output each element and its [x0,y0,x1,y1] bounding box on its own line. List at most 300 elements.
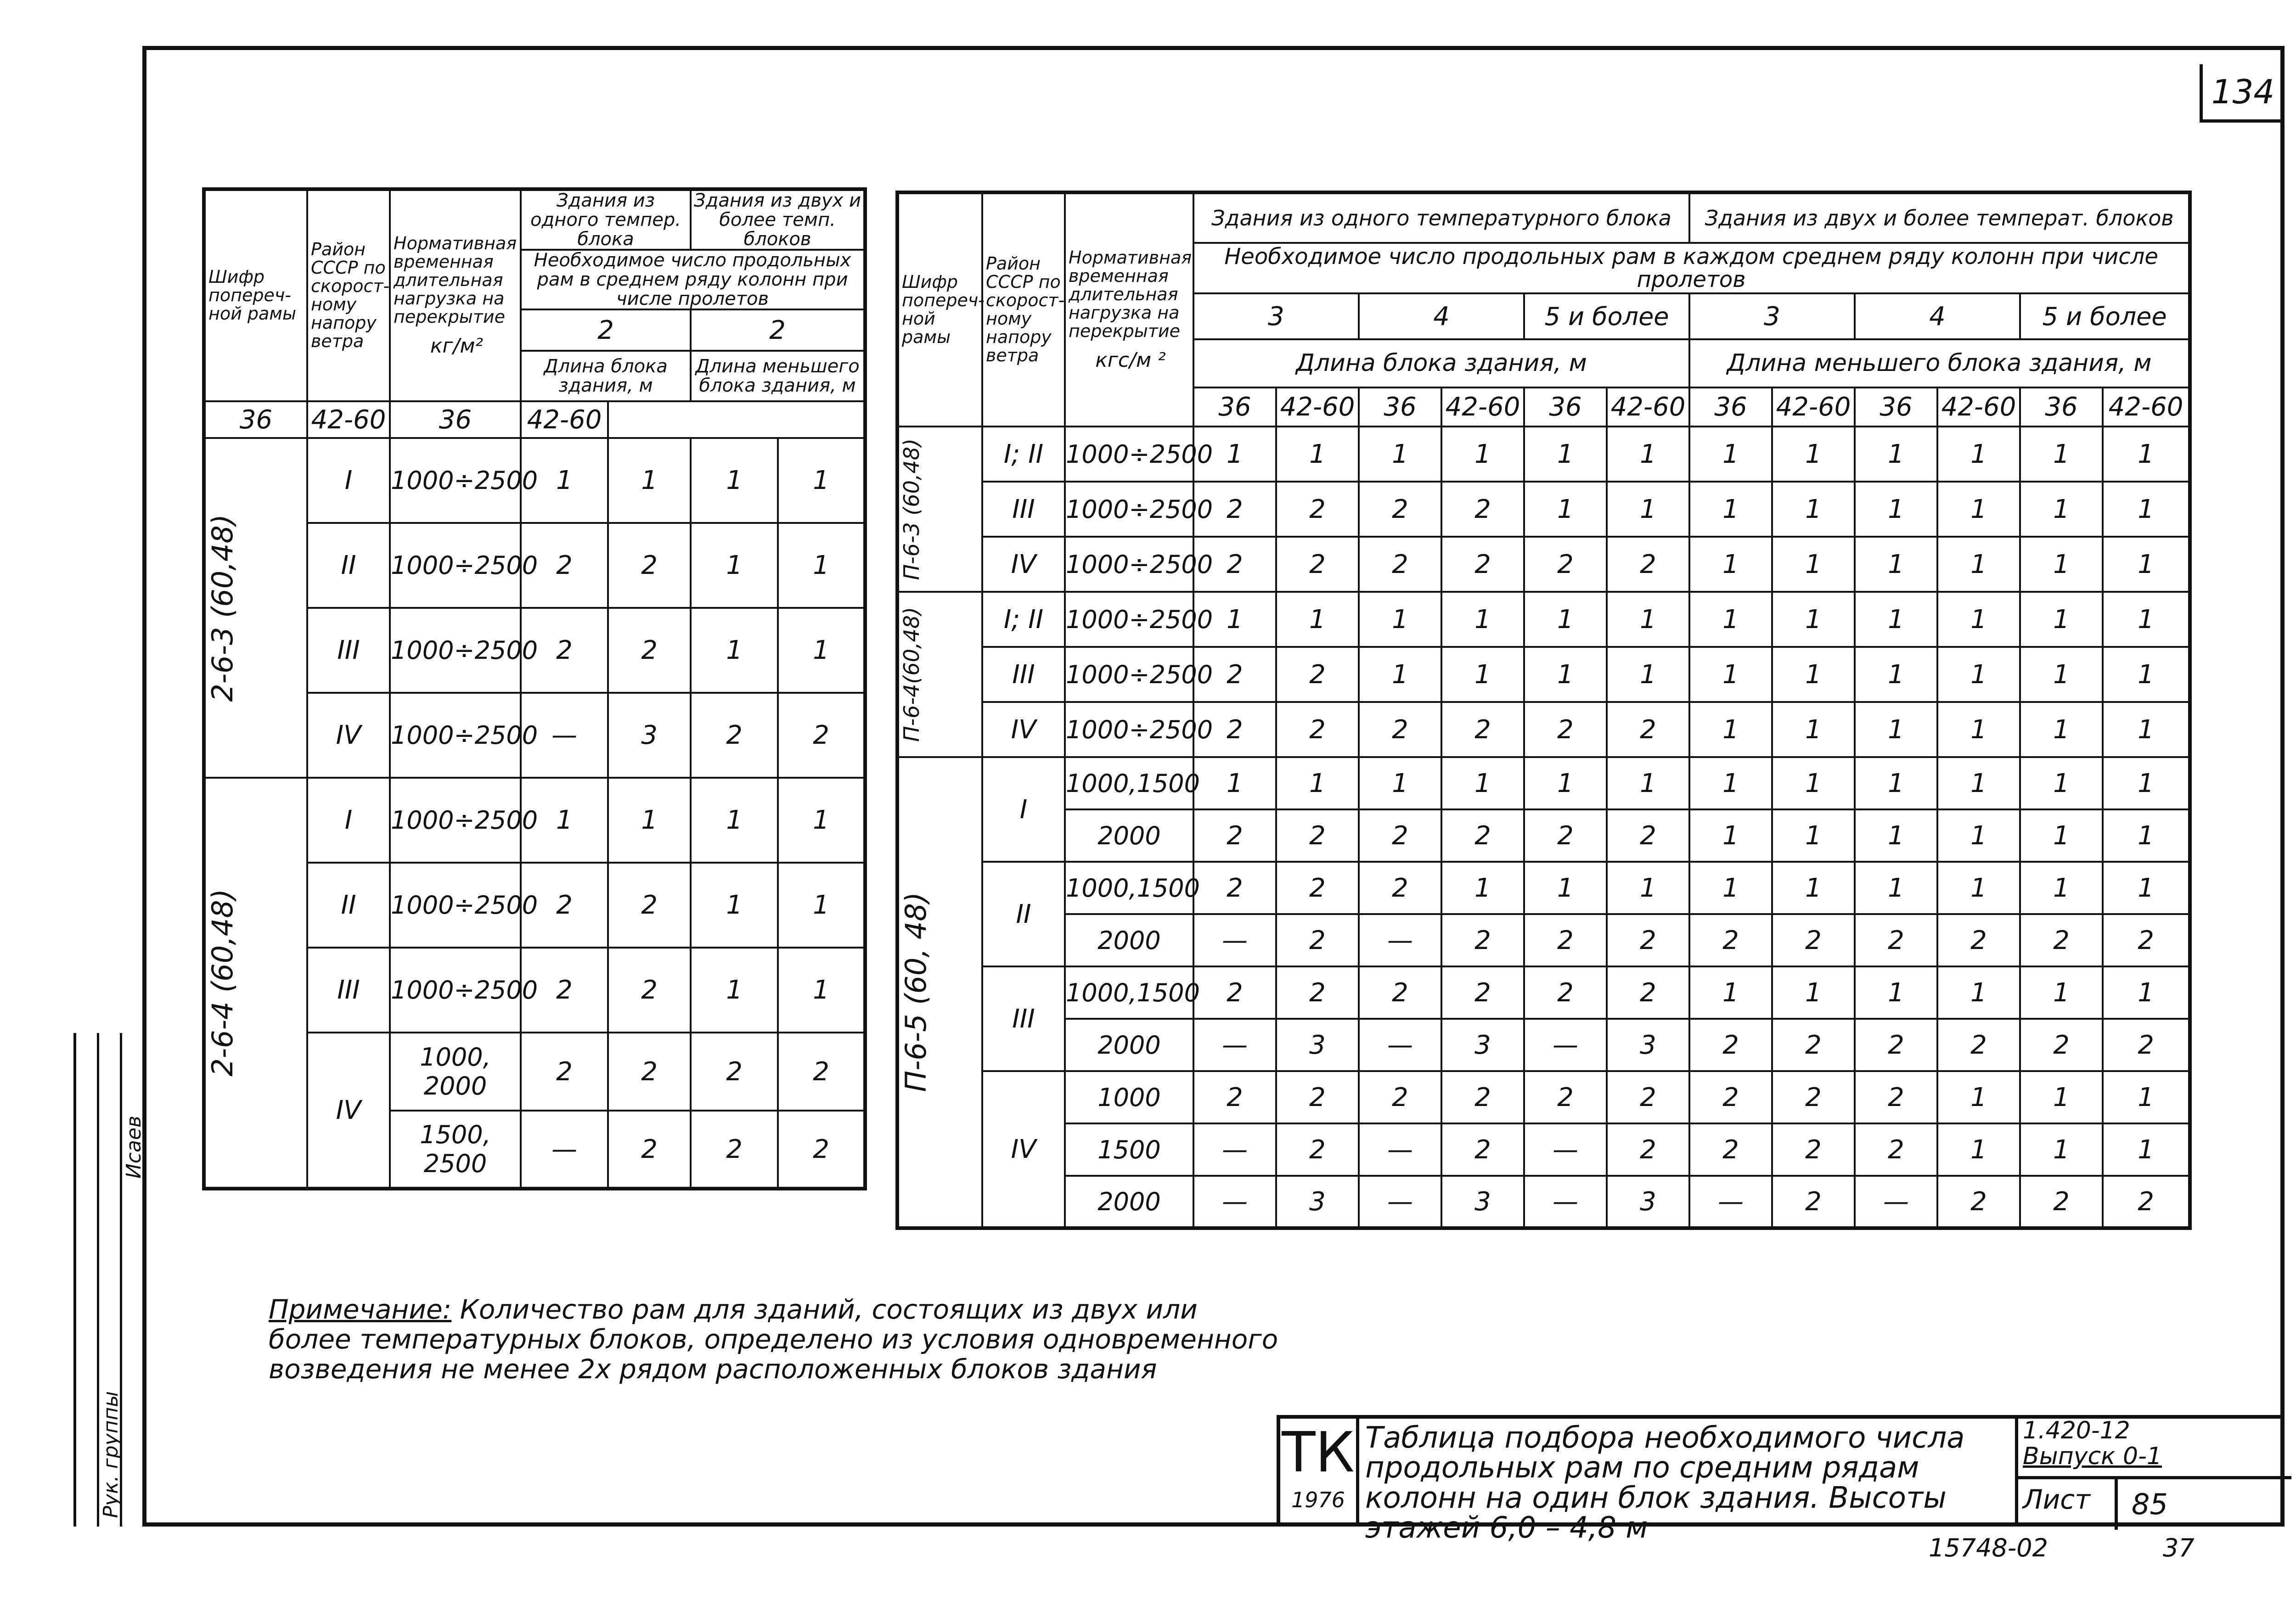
left-table [202,187,867,1190]
value-cell: 1 [1937,427,2020,482]
value-cell: 1 [778,778,865,863]
table-row [204,778,865,863]
value-cell: 1 [2103,537,2190,592]
value-cell: 1 [2020,862,2103,914]
value-cell: 1 [778,948,865,1033]
lt-h-len-42-60: 42-60 [521,401,608,438]
value-cell: 2 [1772,1176,1855,1228]
value-cell: 1 [1524,757,1607,809]
value-cell: 1 [1524,592,1607,647]
value-cell: 2 [691,693,778,778]
region-cell: IV [307,693,390,778]
value-cell: 2 [1193,1071,1276,1123]
load-cell: 2000 [1065,1019,1193,1071]
value-cell: — [521,1111,608,1189]
value-cell: 2 [1359,482,1441,537]
value-cell: 2 [1193,702,1276,757]
value-cell: 3 [1441,1176,1524,1228]
value-cell: 3 [1607,1019,1689,1071]
issue-label: Выпуск 0-1 [2023,1443,2162,1470]
rt-h-len-36: 36 [1359,387,1441,427]
value-cell: 1 [1441,592,1524,647]
value-cell: 2 [1441,966,1524,1019]
load-cell: 1000÷2500 [390,608,521,693]
page-number: 37 [2163,1533,2195,1562]
region-cell: I; II [982,592,1065,647]
value-cell: 2 [1359,809,1441,862]
table-row [897,427,2190,482]
series-code: 1.420-12 [2023,1417,2130,1444]
value-cell: 1 [1689,966,1772,1019]
value-cell: 1 [778,523,865,608]
value-cell: 2 [1276,809,1359,862]
value-cell: 2 [1607,914,1689,966]
table-row [897,862,2190,914]
value-cell: 2 [1193,482,1276,537]
value-cell: 2 [1937,914,2020,966]
value-cell: 2 [1524,914,1607,966]
value-cell: 2 [521,1033,608,1111]
sheet-label: Лист [2023,1484,2090,1515]
value-cell: 1 [2103,427,2190,482]
side-stamp [73,1033,145,1527]
value-cell: 1 [1937,592,2020,647]
value-cell: 2 [2020,1176,2103,1228]
load-cell: 1000÷2500 [1065,537,1193,592]
value-cell: 2 [608,1111,691,1189]
value-cell: 2 [1772,1123,1855,1176]
value-cell: 1 [2020,592,2103,647]
rt-h-len-36: 36 [1689,387,1772,427]
value-cell: 1 [1607,427,1689,482]
value-cell: 2 [608,948,691,1033]
value-cell: 1 [1937,1123,2020,1176]
table-row [897,914,2190,966]
value-cell: 1 [1276,427,1359,482]
table-row [897,757,2190,809]
rt-h-span3-a: 3 [1193,293,1359,339]
value-cell: 1 [2103,702,2190,757]
value-cell: 1 [1772,537,1855,592]
load-cell: 1000÷2500 [1065,647,1193,702]
value-cell: 2 [1607,702,1689,757]
value-cell: 1 [2020,809,2103,862]
value-cell: 2 [1689,914,1772,966]
value-cell: 1 [1359,647,1441,702]
load-cell: 1000÷2500 [1065,482,1193,537]
value-cell: 1 [1855,482,1937,537]
value-cell: 1 [1441,647,1524,702]
lt-h-sub: Необходимое число продольных рам в среднем ряду колонн при числе пролетов [521,250,865,309]
value-cell: 1 [691,948,778,1033]
value-cell: 2 [1524,702,1607,757]
value-cell: 1 [1855,537,1937,592]
value-cell: 1 [1607,482,1689,537]
rt-h-len-36: 36 [2020,387,2103,427]
table-row [897,809,2190,862]
region-cell: II [982,862,1065,966]
value-cell: 1 [1607,862,1689,914]
value-cell: 2 [1193,647,1276,702]
frame-code: 2-6-3 (60,48) [206,514,239,702]
value-cell: 1 [1855,702,1937,757]
lt-h-load: Нормативная временная длительная нагрузка на перекрытие кг/м² [390,189,521,401]
value-cell: 1 [521,778,608,863]
load-cell: 1000÷2500 [1065,427,1193,482]
value-cell: 1 [1937,966,2020,1019]
value-cell: 1 [1276,592,1359,647]
frame-code-cell [204,438,307,778]
value-cell: 1 [1772,427,1855,482]
value-cell: 1 [1607,757,1689,809]
frame-code: 2-6-4 (60,48) [206,889,239,1077]
rt-h-frame-code: Шифр попереч- ной рамы [897,192,982,427]
value-cell: 2 [1359,1071,1441,1123]
rt-h-length1: Длина блока здания, м [1193,339,1689,387]
value-cell: 2 [2103,1019,2190,1071]
value-cell: 1 [1359,757,1441,809]
value-cell: 3 [1607,1176,1689,1228]
value-cell: — [1689,1176,1772,1228]
rt-h-span3-b: 3 [1689,293,1855,339]
rt-h-region: Район СССР по скорост- ному напору ветра [982,192,1065,427]
lt-h-group1: Здания из одного темпер. блока [521,189,691,250]
rt-h-span4-b: 4 [1855,293,2020,339]
rt-h-len-36: 36 [1193,387,1276,427]
region-cell: III [982,482,1065,537]
value-cell: — [1193,1176,1276,1228]
value-cell: 1 [1689,592,1772,647]
region-cell: IV [307,1033,390,1189]
value-cell: 2 [1607,809,1689,862]
region-cell: I [307,438,390,523]
table-row [897,647,2190,702]
value-cell: 1 [1689,647,1772,702]
value-cell: 2 [1276,537,1359,592]
value-cell: 1 [1689,482,1772,537]
load-cell: 1000, 2000 [390,1033,521,1111]
value-cell: 1 [1855,647,1937,702]
value-cell: 2 [1441,914,1524,966]
load-cell: 1000÷2500 [390,438,521,523]
value-cell: 1 [1937,809,2020,862]
frame-code-cell [204,778,307,1189]
region-cell: III [982,966,1065,1071]
sheet-number: 85 [2115,1479,2168,1530]
value-cell: 2 [1855,1071,1937,1123]
rt-h-sub: Необходимое число продольных рам в каждом среднем ряду колонн при числе пролетов [1193,243,2190,293]
value-cell: 1 [1607,647,1689,702]
value-cell: 1 [1937,647,2020,702]
value-cell: 1 [1441,862,1524,914]
footnote-heading: Примечание: [269,1294,452,1325]
value-cell: 1 [1607,592,1689,647]
value-cell: 2 [1441,1123,1524,1176]
value-cell: 1 [1772,757,1855,809]
value-cell: 2 [1276,1123,1359,1176]
value-cell: 3 [1276,1019,1359,1071]
table-row [204,438,865,523]
region-cell: III [307,608,390,693]
rt-h-len-36: 36 [1524,387,1607,427]
table-row [897,702,2190,757]
value-cell: 1 [1855,809,1937,862]
table-row [897,1071,2190,1123]
value-cell: 2 [778,1033,865,1111]
value-cell: 1 [2103,966,2190,1019]
value-cell: 2 [1193,966,1276,1019]
value-cell: 1 [691,863,778,948]
value-cell: 2 [1441,537,1524,592]
value-cell: 2 [1441,809,1524,862]
frame-code: П-6-5 (60, 48) [899,892,933,1092]
value-cell: 1 [1855,862,1937,914]
value-cell: 2 [1441,702,1524,757]
value-cell: 2 [1276,914,1359,966]
value-cell: 1 [1772,592,1855,647]
value-cell: 2 [1276,966,1359,1019]
value-cell: 3 [1441,1019,1524,1071]
value-cell: — [521,693,608,778]
value-cell: 1 [2020,1071,2103,1123]
value-cell: 2 [1937,1019,2020,1071]
order-number: 15748-02 [1929,1533,2048,1562]
value-cell: 1 [1689,757,1772,809]
value-cell: 2 [691,1111,778,1189]
load-cell: 1000,1500 [1065,862,1193,914]
load-cell: 1000,1500 [1065,966,1193,1019]
right-table [895,191,2192,1230]
value-cell: 2 [1276,702,1359,757]
value-cell: 2 [608,1033,691,1111]
value-cell: 2 [2103,1176,2190,1228]
value-cell: — [1359,1019,1441,1071]
rt-h-len-36: 36 [1855,387,1937,427]
value-cell: 1 [1937,702,2020,757]
value-cell: 1 [1855,427,1937,482]
value-cell: — [1359,1176,1441,1228]
value-cell: 2 [2020,1019,2103,1071]
value-cell: — [1524,1176,1607,1228]
value-cell: 1 [691,438,778,523]
value-cell: 1 [1441,427,1524,482]
value-cell: 2 [1855,1019,1937,1071]
value-cell: 1 [2103,482,2190,537]
region-cell: II [307,523,390,608]
load-cell: 1000÷2500 [390,948,521,1033]
load-cell: 1000,1500 [1065,757,1193,809]
table-row [897,966,2190,1019]
rt-h-len-42-60: 42-60 [1607,387,1689,427]
value-cell: 1 [1937,1071,2020,1123]
value-cell: 2 [608,523,691,608]
value-cell: 1 [2103,809,2190,862]
value-cell: 1 [1359,427,1441,482]
value-cell: 2 [1193,537,1276,592]
rt-h-len-42-60: 42-60 [1276,387,1359,427]
value-cell: 1 [1855,592,1937,647]
value-cell: 3 [1276,1176,1359,1228]
value-cell: 2 [521,948,608,1033]
value-cell: — [1524,1019,1607,1071]
region-cell: I [982,757,1065,862]
value-cell: 2 [1276,647,1359,702]
value-cell: 1 [1937,862,2020,914]
corner-sheet-number: 134 [2200,64,2283,123]
value-cell: 1 [1855,757,1937,809]
table-row [897,1019,2190,1071]
value-cell: 1 [2103,862,2190,914]
value-cell: 2 [1607,537,1689,592]
rt-h-load: Нормативная временная длительная нагрузка на перекрытие кгс/м ² [1065,192,1193,427]
load-cell: 2000 [1065,1176,1193,1228]
value-cell: 3 [608,693,691,778]
rt-h-len-42-60: 42-60 [1441,387,1524,427]
load-cell: 1000÷2500 [1065,702,1193,757]
region-cell: II [307,863,390,948]
value-cell: 1 [1193,427,1276,482]
frame-code-cell [897,757,982,1228]
value-cell: 2 [1359,862,1441,914]
value-cell: 1 [778,863,865,948]
value-cell: 1 [2103,1123,2190,1176]
value-cell: 1 [778,608,865,693]
value-cell: 1 [1689,427,1772,482]
value-cell: 1 [1937,482,2020,537]
value-cell: 2 [778,1111,865,1189]
load-cell: 1500, 2500 [390,1111,521,1189]
value-cell: 1 [1524,427,1607,482]
value-cell: 2 [1607,1071,1689,1123]
tk-logo [1280,1419,1359,1527]
rt-h-span4-a: 4 [1359,293,1524,339]
region-cell: III [982,647,1065,702]
value-cell: 1 [1441,757,1524,809]
value-cell: 2 [2020,914,2103,966]
sheet-row [2018,1476,2291,1530]
value-cell: 1 [2103,647,2190,702]
rt-h-span5-a: 5 и более [1524,293,1689,339]
rt-h-group1: Здания из одного температурного блока [1193,192,1689,243]
region-cell: I; II [982,427,1065,482]
value-cell: 1 [691,523,778,608]
value-cell: 2 [608,863,691,948]
title-block [1277,1415,2285,1545]
load-cell: 1000÷2500 [1065,592,1193,647]
value-cell: 2 [1855,1123,1937,1176]
load-cell: 2000 [1065,809,1193,862]
value-cell: 2 [1772,1071,1855,1123]
value-cell: 1 [1524,862,1607,914]
lt-h-len-36: 36 [390,401,521,438]
lt-h-length2: Длина меньшего блока здания, м [691,351,865,401]
value-cell: 2 [778,693,865,778]
lt-h-len-42-60: 42-60 [307,401,390,438]
value-cell: 1 [691,608,778,693]
value-cell: 1 [1689,537,1772,592]
value-cell: 2 [1276,1071,1359,1123]
table-row [897,1123,2190,1176]
value-cell: 1 [2020,1123,2103,1176]
rt-h-len-42-60: 42-60 [2103,387,2190,427]
value-cell: 1 [2103,592,2190,647]
value-cell: — [1359,914,1441,966]
value-cell: 2 [691,1033,778,1111]
load-cell: 2000 [1065,914,1193,966]
value-cell: 2 [1524,537,1607,592]
value-cell: 1 [1689,809,1772,862]
lt-h-frame-code: Шифр попереч- ной рамы [204,189,307,401]
region-cell: IV [982,537,1065,592]
value-cell: 2 [1524,1071,1607,1123]
value-cell: — [1524,1123,1607,1176]
table-row [897,592,2190,647]
side-name: Исаев [122,1116,146,1179]
value-cell: 1 [1689,862,1772,914]
value-cell: — [1855,1176,1937,1228]
value-cell: 1 [1772,966,1855,1019]
value-cell: 1 [1937,757,2020,809]
rt-h-len-42-60: 42-60 [1772,387,1855,427]
lt-h-region: Район СССР по скорост- ному напору ветра [307,189,390,401]
frame-code: П-6-3 (60,48) [899,438,924,580]
value-cell: 1 [1524,647,1607,702]
value-cell: 1 [1772,482,1855,537]
value-cell: 1 [1689,702,1772,757]
load-cell: 1000÷2500 [390,523,521,608]
value-cell: 1 [2020,427,2103,482]
value-cell: 2 [1772,1019,1855,1071]
region-cell: I [307,778,390,863]
region-cell: IV [982,1071,1065,1228]
value-cell: 1 [1524,482,1607,537]
load-cell: 1000÷2500 [390,693,521,778]
value-cell: 1 [2020,966,2103,1019]
footnote-text: Количество рам для зданий, состоящих из двух или более температурных блоков, определено из условия одновременного возведения не менее 2х рядом расположенных блоков здания [269,1294,1278,1385]
value-cell: 2 [608,608,691,693]
rt-h-len-42-60: 42-60 [1937,387,2020,427]
rt-h-span5-b: 5 и более [2020,293,2190,339]
value-cell: 1 [608,438,691,523]
value-cell: 1 [778,438,865,523]
value-cell: — [1193,1123,1276,1176]
value-cell: 1 [1276,757,1359,809]
value-cell: — [1359,1123,1441,1176]
value-cell: 2 [1359,537,1441,592]
value-cell: 2 [1607,966,1689,1019]
value-cell: 1 [1772,809,1855,862]
value-cell: 1 [691,778,778,863]
footnote [269,1295,1279,1384]
lt-h-length1: Длина блока здания, м [521,351,691,401]
side-role: Рук. группы [99,1391,123,1518]
region-cell: III [307,948,390,1033]
value-cell: 2 [1937,1176,2020,1228]
code-box [2015,1419,2291,1527]
load-cell: 1000 [1065,1071,1193,1123]
value-cell: 2 [1607,1123,1689,1176]
table-row [897,537,2190,592]
value-cell: 2 [1193,809,1276,862]
value-cell: 2 [1276,482,1359,537]
value-cell: 2 [521,863,608,948]
value-cell: 1 [1855,966,1937,1019]
lt-h-spans2: 2 [691,309,865,351]
value-cell: 2 [521,523,608,608]
value-cell: 2 [1359,702,1441,757]
value-cell: 2 [1276,862,1359,914]
value-cell: 1 [1193,757,1276,809]
